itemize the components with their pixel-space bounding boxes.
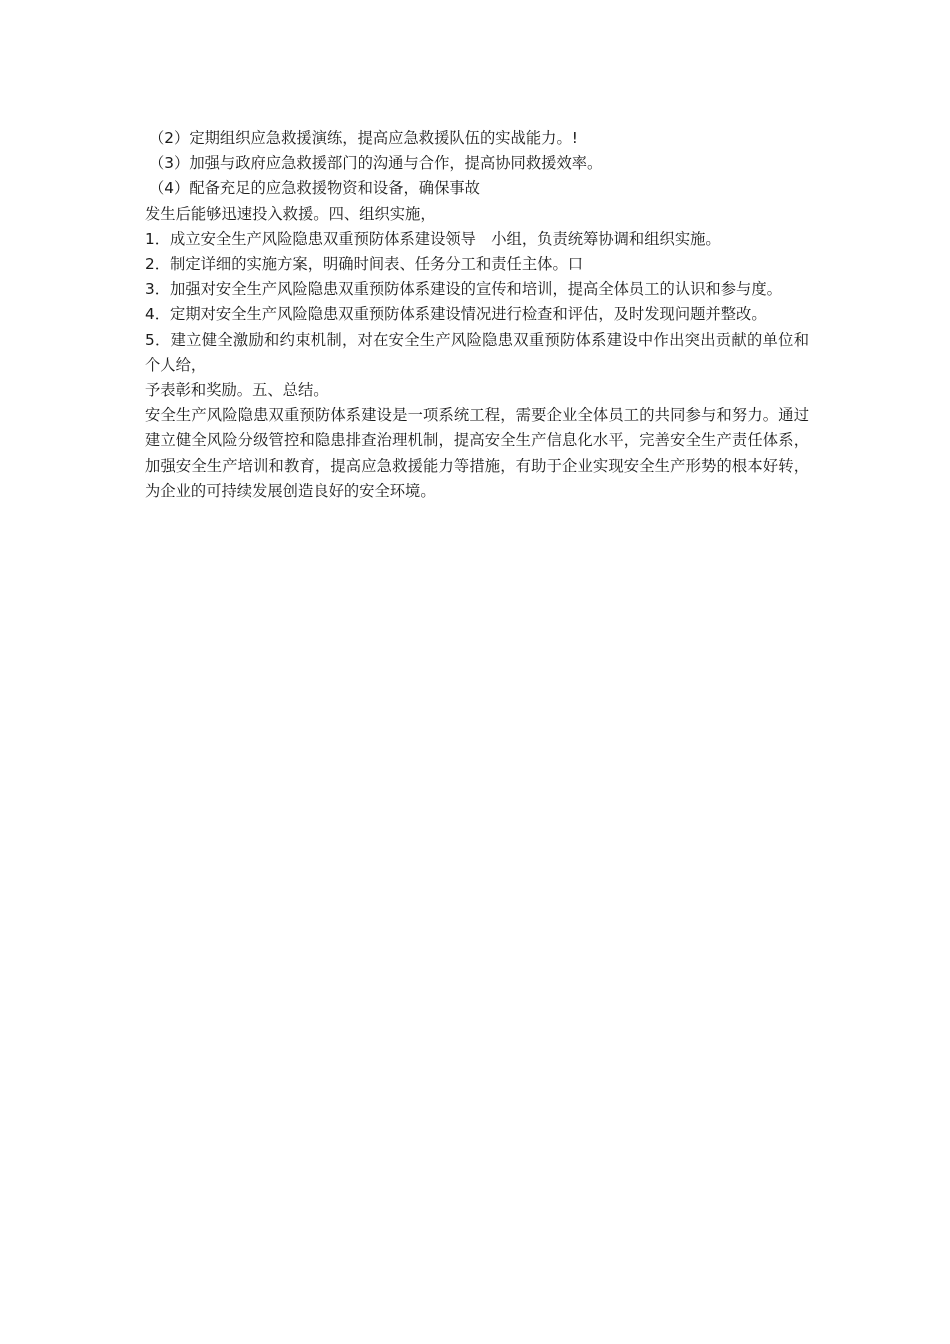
list-item-training: 3．加强对安全生产风险隐患双重预防体系建设的宣传和培训，提高全体员工的认识和参与度。 <box>145 280 782 299</box>
section-summary-heading: 予表彰和奖励。五、总结。 <box>145 381 329 400</box>
list-item-implementation-plan: 2．制定详细的实施方案，明确时间表、任务分工和责任主体。口 <box>145 255 584 274</box>
list-item-incentives: 5．建立健全激励和约束机制，对在安全生产风险隐患双重预防体系建设中作出突出贡献的单位和个人给， <box>145 330 809 374</box>
summary-paragraph: 安全生产风险隐患双重预防体系建设是一项系统工程，需要企业全体员工的共同参与和努力。通过建立健全风险分级管控和隐患排查治理机制，提高安全生产信息化水平，完善安全生产责任体系，加强安全生产培训和教育，提高应急救援能力等措施，有助于企业实现安全生产形势的根本好转，为企业的可持续发展创造良好的安全环境。 <box>145 406 809 500</box>
list-item-cooperation: （3）加强与政府应急救援部门的沟通与合作，提高协同救援效率。 <box>149 154 603 173</box>
list-item-leadership-group: 1．成立安全生产风险隐患双重预防体系建设领导 小组，负责统筹协调和组织实施。 <box>145 229 721 248</box>
paragraph-continuation: 发生后能够迅速投入救援。四、组织实施， <box>145 204 436 223</box>
list-item-inspection: 4．定期对安全生产风险隐患双重预防体系建设情况进行检查和评估，及时发现问题并整改。 <box>145 305 767 324</box>
document-body <box>145 126 809 504</box>
list-item-supplies: （4）配备充足的应急救援物资和设备，确保事故 <box>149 179 480 198</box>
list-item-drills: （2）定期组织应急救援演练，提高应急救援队伍的实战能力。! <box>149 129 578 147</box>
